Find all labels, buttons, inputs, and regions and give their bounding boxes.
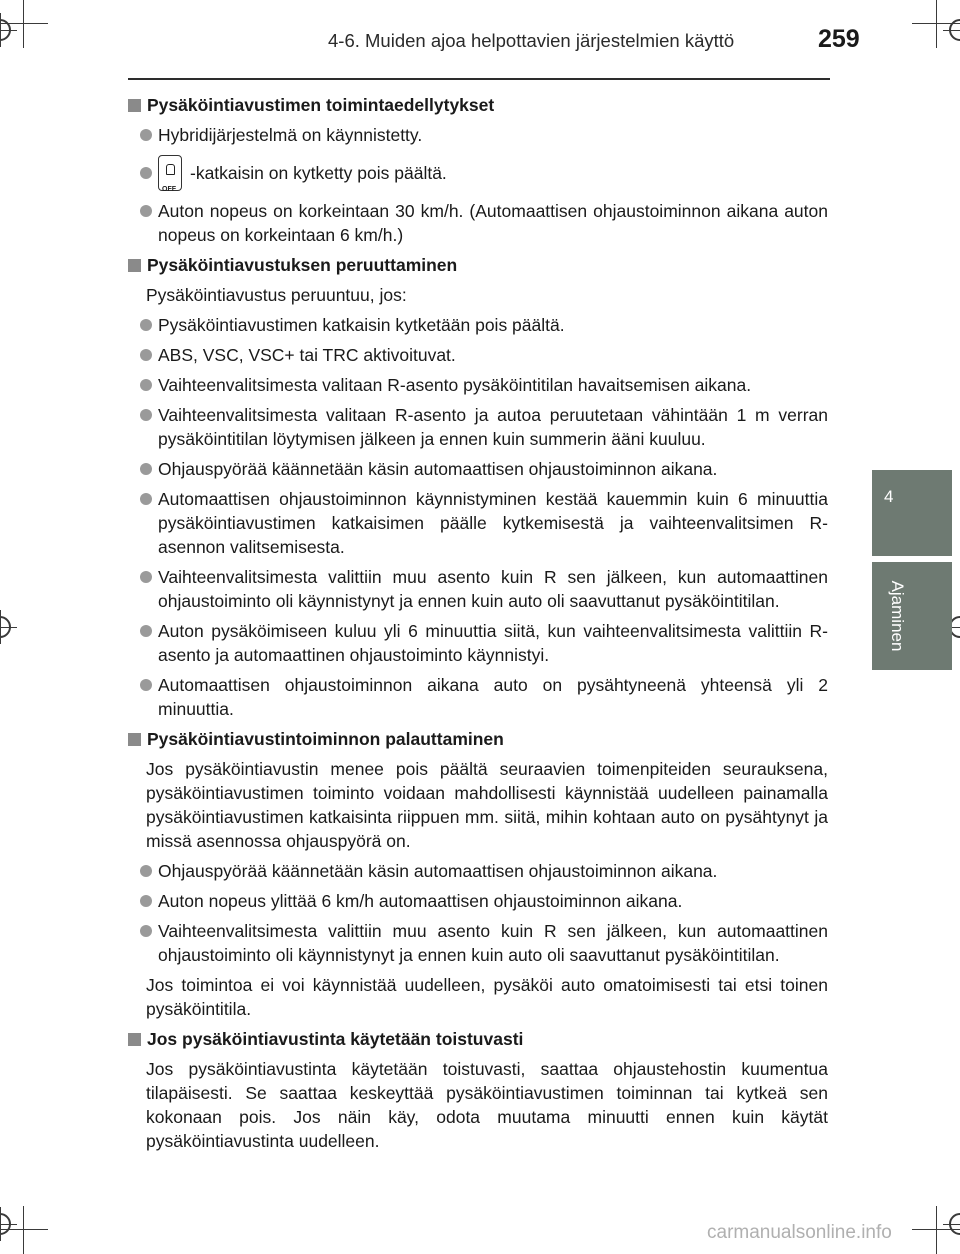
list-item [128,123,828,147]
section-heading-text: Pysäköintiavustuksen peruuttaminen [147,255,458,275]
list-item [128,373,828,397]
list-item [128,199,828,247]
round-bullet-icon [140,129,152,141]
list-item-text: Auton nopeus on korkeintaan 30 km/h. (Automaattisen ohjaustoiminnon aikana auton nopeus on korkeintaan 6 km/h.) [158,201,828,245]
crop-line [23,1206,24,1254]
list-item [128,619,828,667]
round-bullet-icon [140,409,152,421]
square-bullet-icon [128,99,141,112]
list-item-text: Auton pysäköimiseen kuluu yli 6 minuuttia siitä, kun vaihteenvalitsimesta valittiin R-asento ja automaattinen ohjaustoiminto käynnistyi. [158,621,828,665]
crop-line [0,1229,48,1230]
chapter-title: 4-6. Muiden ajoa helpottavien järjestelmien käyttö [328,30,735,51]
car-icon [166,164,175,175]
round-bullet-icon [140,865,152,877]
chapter-tab-number: 4 [884,487,894,506]
list-item [128,889,828,913]
list-item-text: ABS, VSC, VSC+ tai TRC aktivoituvat. [158,345,456,365]
list-item [128,313,828,337]
list-item [128,343,828,367]
list-item [128,457,828,481]
list-item [128,155,828,191]
switch-icon-label: OFF [162,186,176,193]
list-item [128,403,828,451]
list-item [128,673,828,721]
section-heading [128,1027,828,1051]
section-heading-text: Pysäköintiavustimen toimintaedellytykset [147,95,495,115]
section-heading [128,727,828,751]
round-bullet-icon [140,167,152,179]
round-bullet-icon [140,493,152,505]
list-item-text: Vaihteenvalitsimesta valitaan R-asento pysäköintitilan havaitsemisen aikana. [158,375,752,395]
registration-mark-mid-left [0,616,11,638]
round-bullet-icon [140,349,152,361]
list-item [128,487,828,559]
page-number: 259 [818,25,860,53]
list-item-text: Automaattisen ohjaustoiminnon aikana auto on pysähtyneenä yhteensä yli 2 minuuttia. [158,675,828,719]
round-bullet-icon [140,319,152,331]
section-heading-text: Jos pysäköintiavustinta käytetään toistuvasti [147,1029,524,1049]
page-content [128,88,828,1159]
round-bullet-icon [140,625,152,637]
paragraph: Pysäköintiavustus peruuntuu, jos: [146,285,407,305]
paragraph: Jos toimintoa ei voi käynnistää uudelleen, pysäköi auto omatoimisesti tai etsi toinen pysäköintitila. [146,975,828,1019]
crop-line [23,0,24,48]
watermark: carmanualsonline.info [707,1222,892,1243]
round-bullet-icon [140,925,152,937]
crop-line [936,1206,937,1254]
crop-line [912,1229,960,1230]
list-item-text: Hybridijärjestelmä on käynnistetty. [158,125,423,145]
list-item-text: Ohjauspyörää käännetään käsin automaattisen ohjaustoiminnon aikana. [158,459,718,479]
list-item-text: -katkaisin on kytketty pois päältä. [190,163,447,183]
square-bullet-icon [128,259,141,272]
round-bullet-icon [140,379,152,391]
parking-assist-switch-icon [158,155,182,191]
list-item-text: Vaihteenvalitsimesta valittiin muu asento kuin R sen jälkeen, kun automaattinen ohjaustoiminto oli käynnistynyt ja ennen kuin auto oli saavuttanut pysäköintitilan. [158,567,828,611]
round-bullet-icon [140,679,152,691]
list-item [128,919,828,967]
round-bullet-icon [140,895,152,907]
crop-line [936,0,937,48]
crop-line [912,23,960,24]
round-bullet-icon [140,463,152,475]
list-item-text: Vaihteenvalitsimesta valittiin muu asento kuin R sen jälkeen, kun automaattinen ohjaustoiminto oli käynnistynyt ja ennen kuin auto oli saavuttanut pysäköintitilan. [158,921,828,965]
list-item-text: Vaihteenvalitsimesta valitaan R-asento ja autoa peruutetaan vähintään 1 m verran pysäköintitilan löytymisen jälkeen ja ennen kuin summerin ääni kuuluu. [158,405,828,449]
list-item-text: Auton nopeus ylittää 6 km/h automaattisen ohjaustoiminnon aikana. [158,891,683,911]
list-item-text: Pysäköintiavustimen katkaisin kytketään pois päältä. [158,315,565,335]
list-item [128,859,828,883]
registration-mark-bottom-left [0,1213,11,1235]
round-bullet-icon [140,205,152,217]
registration-mark-bottom-right [949,1213,960,1235]
section-heading [128,93,828,117]
list-item [128,565,828,613]
round-bullet-icon [140,571,152,583]
header-divider [128,78,830,80]
square-bullet-icon [128,733,141,746]
section-heading [128,253,828,277]
chapter-tab-number-block [872,470,952,556]
square-bullet-icon [128,1033,141,1046]
section-heading-text: Pysäköintiavustintoiminnon palauttaminen [147,729,504,749]
list-item-text: Automaattisen ohjaustoiminnon käynnistyminen kestää kauemmin kuin 6 minuuttia pysäköintiavustimen katkaisimen päälle kytkemisestä ja vaihteenvalitsimen R-asennon valitsemisesta. [158,489,828,557]
paragraph: Jos pysäköintiavustinta käytetään toistuvasti, saattaa ohjaustehostin kuumentua tilapäisesti. Se saattaa keskeyttää pysäköintiavustimen toiminnan tai kytkeä sen kokonaan pois. Jos näin käy, odota muutama minuutti ennen kuin käytät pysäköintiavustinta uudelleen. [146,1059,828,1151]
paragraph: Jos pysäköintiavustin menee pois päältä seuraavien toimenpiteiden seurauksena, pysäköintiavustimen toiminto voidaan mahdollisesti käynnistää uudelleen painamalla pysäköintiavustimen katkaisinta riippuen mm. siitä, mihin kohtaan auto on pysähtynyt ja missä asennossa ohjauspyörä on. [146,759,828,851]
list-item-text: Ohjauspyörää käännetään käsin automaattisen ohjaustoiminnon aikana. [158,861,718,881]
chapter-tab-label-block [872,562,952,670]
chapter-tab-label: Ajaminen [888,580,907,652]
crop-line [0,23,48,24]
